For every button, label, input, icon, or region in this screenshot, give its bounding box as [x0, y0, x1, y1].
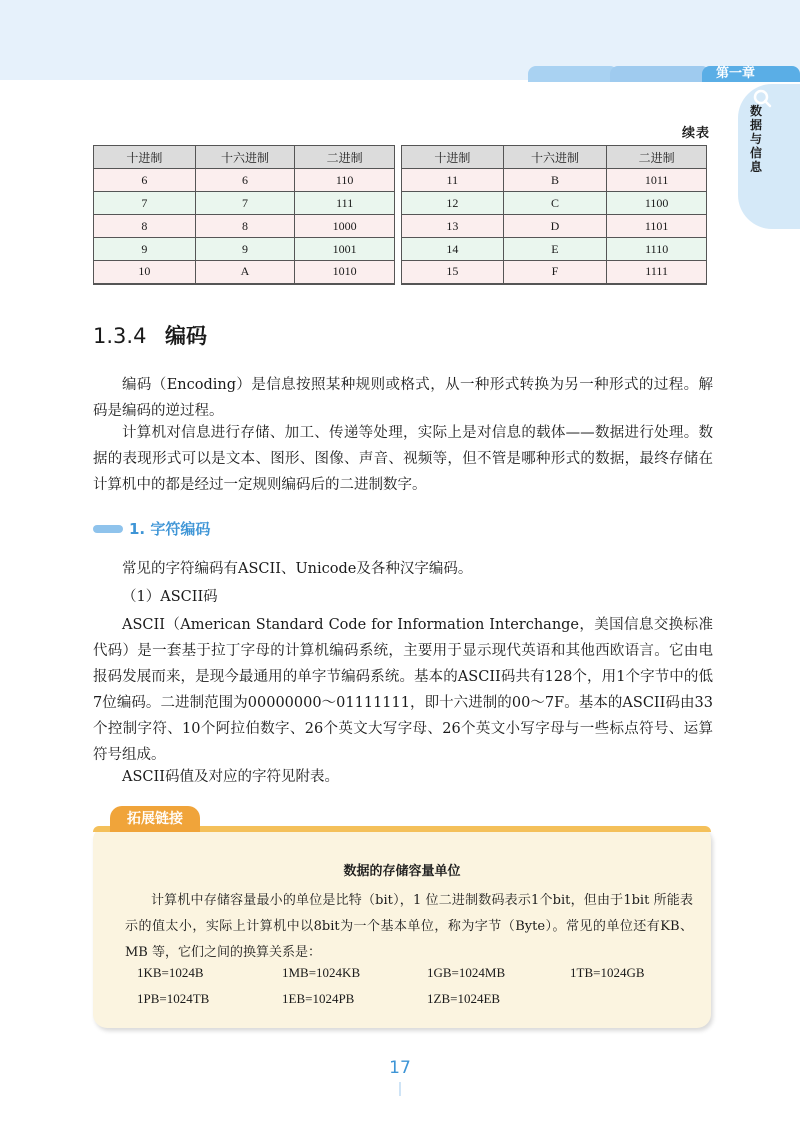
page-number-tick — [399, 1082, 401, 1096]
table-continued-caption: 续表 — [681, 126, 710, 141]
unit-item: 1ZB=1024EB — [427, 991, 501, 1006]
table-cell: 7 — [94, 192, 196, 215]
ascii-note: ASCII码值及对应的字符见附表。 — [122, 769, 339, 785]
number-table-right — [401, 145, 707, 285]
table-row — [94, 261, 395, 284]
subsection-paragraph-1: 常见的字符编码有ASCII、Unicode及各种汉字编码。 — [122, 561, 473, 577]
table-cell: F — [503, 261, 607, 284]
table-row — [94, 169, 395, 192]
section-title: 编码 — [165, 324, 207, 348]
unit-item: 1GB=1024MB — [427, 965, 506, 980]
table-row — [94, 215, 395, 238]
table-cell: 14 — [402, 238, 504, 261]
table-cell: 9 — [195, 238, 295, 261]
unit-item: 1KB=1024B — [137, 965, 204, 980]
table-cell: 8 — [94, 215, 196, 238]
table-cell: 111 — [295, 192, 395, 215]
header-tab-decor-2 — [610, 66, 710, 82]
number-table-left — [93, 145, 395, 285]
subsection-title: 1. 字符编码 — [129, 520, 211, 538]
header-binary: 二进制 — [295, 146, 395, 169]
table-row — [402, 238, 707, 261]
header-binary: 二进制 — [607, 146, 707, 169]
header-hex: 十六进制 — [503, 146, 607, 169]
table-row — [94, 192, 395, 215]
header-decimal: 十进制 — [402, 146, 504, 169]
table-cell: 110 — [295, 169, 395, 192]
unit-item: 1EB=1024PB — [282, 991, 355, 1006]
header-hex: 十六进制 — [195, 146, 295, 169]
table-cell: 6 — [195, 169, 295, 192]
table-cell: 13 — [402, 215, 504, 238]
extension-tag: 拓展链接 — [110, 806, 200, 832]
table-row — [402, 261, 707, 284]
table-cell: E — [503, 238, 607, 261]
ascii-paragraph: ASCII（American Standard Code for Information Interchange，美国信息交换标准代码）是一套基于拉丁字母的计算机编码系统，主要用于显示现代英语和其他西欧语言。它由电报码发展而来，是现今最通用的单字节编码系统。基本的ASCII码共有128个，用1个字节中的低7位编码。二进制范围为00000000～01111111，即十六进制的00～7F。基本的ASCII码由33个控制字符、10个阿拉伯数字、26个英文大写字母、26个英文小写字母与一些标点符号、运算符号组成。 — [93, 617, 713, 763]
heading-bar-decor — [93, 525, 123, 533]
table-cell: 10 — [94, 261, 196, 284]
table-row — [402, 192, 707, 215]
table-cell: 1110 — [607, 238, 707, 261]
section-paragraph-1: 编码（Encoding）是信息按照某种规则或格式，从一种形式转换为另一种形式的过程。解码是编码的逆过程。 — [93, 377, 713, 419]
table-cell: 1011 — [607, 169, 707, 192]
section-paragraph-2: 计算机对信息进行存储、加工、传递等处理，实际上是对信息的载体——数据进行处理。数据的表现形式可以是文本、图形、图像、声音、视频等，但不管是哪种形式的数据，最终存储在计算机中的都是经过一定规则编码后的二进制数字。 — [93, 425, 713, 493]
table-cell: 8 — [195, 215, 295, 238]
table-cell: 1101 — [607, 215, 707, 238]
subsection-heading — [93, 518, 210, 539]
table-cell: 1001 — [295, 238, 395, 261]
table-cell: D — [503, 215, 607, 238]
unit-item: 1TB=1024GB — [570, 965, 645, 980]
page-number: 17 — [389, 1058, 411, 1078]
section-number: 1.3.4 — [93, 324, 147, 348]
extension-paragraph: 计算机中存储容量最小的单位是比特（bit），1 位二进制数码表示1个bit，但由于1bit 所能表示的值太小，实际上计算机中以8bit为一个基本单位，称为字节（Byte）。常见的单位还有KB、MB 等，它们之间的换算关系是： — [125, 893, 693, 960]
table-cell: 7 — [195, 192, 295, 215]
table-cell: 1000 — [295, 215, 395, 238]
table-cell: 6 — [94, 169, 196, 192]
table-row — [94, 238, 395, 261]
table-cell: 1100 — [607, 192, 707, 215]
section-heading — [93, 320, 207, 350]
item-heading: （1）ASCII码 — [122, 589, 218, 605]
unit-item: 1MB=1024KB — [282, 965, 361, 980]
table-cell: 15 — [402, 261, 504, 284]
table-cell: A — [195, 261, 295, 284]
unit-item: 1PB=1024TB — [137, 991, 210, 1006]
chapter-tab: 第一章 — [702, 66, 800, 82]
table-cell: 9 — [94, 238, 196, 261]
header-decimal: 十进制 — [94, 146, 196, 169]
table-header-row — [402, 146, 707, 169]
extension-title: 数据的存储容量单位 — [343, 864, 461, 879]
header-tab-decor-1 — [528, 66, 618, 82]
table-header-row — [94, 146, 395, 169]
table-cell: 1111 — [607, 261, 707, 284]
table-cell: B — [503, 169, 607, 192]
side-chapter-label: 数据与信息 — [750, 104, 763, 174]
table-cell: 12 — [402, 192, 504, 215]
table-row — [402, 169, 707, 192]
table-cell: 1010 — [295, 261, 395, 284]
table-row — [402, 215, 707, 238]
table-cell: 11 — [402, 169, 504, 192]
table-cell: C — [503, 192, 607, 215]
